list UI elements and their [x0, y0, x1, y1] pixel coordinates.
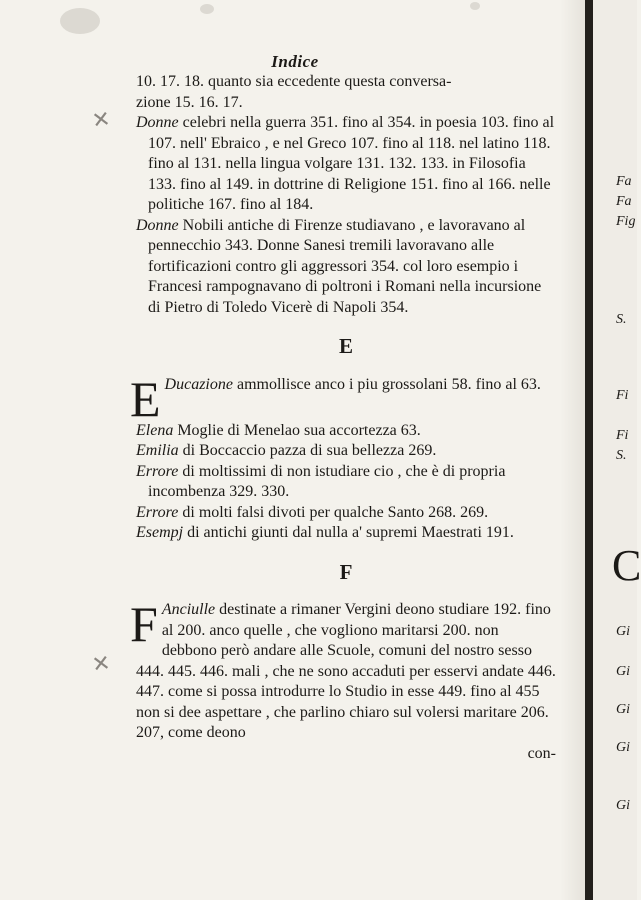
- index-entry: [136, 441, 556, 462]
- entry-text: di antichi giunti dal nulla a' supremi Maestrati 191.: [183, 524, 514, 541]
- entry-head: Errore: [136, 462, 179, 480]
- book-gutter: [585, 0, 593, 900]
- index-entry-dropcap: [130, 596, 556, 744]
- index-entry: [136, 421, 556, 442]
- drop-cap: E: [130, 370, 161, 427]
- entry-text: destinate a rimaner Vergini deono studiare 192. fino al 200. anco quelle , che vogliono maritarsi 200. non debbono però andare alle Scuole, comuni del nostro sesso 444. 445. 446. mali , che ne sono accaduti per esservi andate 446. 447. come si possa introdurre lo Studio in esse 449. fino al 455 non si dee aspettare , che parlino chiaro sul volersi maritare 206. 207, come deono: [136, 601, 556, 741]
- facing-page-fragment: Fi: [616, 388, 629, 403]
- facing-page-edge: [593, 0, 637, 900]
- margin-x-mark: ✕: [90, 106, 113, 135]
- section-letter-f: F: [339, 559, 353, 584]
- paper-stain: [60, 8, 100, 34]
- facing-page-fragment: Fig: [616, 214, 636, 229]
- facing-page-fragment: S.: [616, 448, 627, 463]
- index-entry: [136, 216, 556, 319]
- paper-stain: [200, 4, 214, 14]
- entry-text: Nobili antiche di Firenze studiavano , e lavoravano al pennecchio 343. Donne Sanesi tremili lavoravano alle fortificazioni contro gli aggressori 354. col loro esempio i Francesi rampognavano di poltroni i Romani nella incursione di Pietro di Toledo Vicerè di Napoli 354.: [148, 216, 542, 316]
- page-header: Indice: [271, 52, 319, 71]
- entry-head: Ducazione: [164, 375, 233, 393]
- facing-page-fragment: Gi: [616, 624, 630, 639]
- facing-page-fragment: Gi: [616, 702, 630, 717]
- entry-text: di moltissimi di non istudiare cio , che è di propria incombenza 329. 330.: [148, 462, 506, 500]
- index-text: [130, 72, 556, 764]
- facing-page-fragment: Fa: [616, 194, 632, 209]
- facing-page-fragment: Gi: [616, 798, 630, 813]
- entry-text: celebri nella guerra 351. fino al 354. in poesia 103. fino al 107. nell' Ebraico , e nel Greco 107. fino al 118. nel latino 118. fino al 131. nella lingua volgare 131. 132. 133. in Filosofia 133. fino al 149. in dottrine di Religione 151. fino al 166. nelle politiche 167. fino al 184.: [148, 114, 555, 213]
- facing-page-fragment: Gi: [616, 664, 630, 679]
- facing-page-fragment: Fi: [616, 428, 629, 443]
- drop-cap: F: [130, 596, 158, 652]
- entry-head: Esempj: [136, 524, 184, 541]
- entry-head: Errore: [136, 503, 179, 521]
- continuation-line-1: 10. 17. 18. quanto sia eccedente questa conversa-: [136, 73, 452, 90]
- facing-page-fragment: Fa: [616, 174, 632, 189]
- index-entry: [136, 462, 556, 503]
- continuation-entry: [136, 72, 556, 113]
- index-entry-dropcap: [130, 370, 556, 427]
- entry-text: di molti falsi divoti per qualche Santo 268. 269.: [178, 503, 489, 521]
- catchword: con-: [527, 744, 556, 762]
- index-entry: [136, 503, 556, 524]
- entry-text: di Boccaccio pazza di sua bellezza 269.: [178, 442, 437, 459]
- facing-page-fragment: S.: [616, 312, 627, 327]
- entry-head: Emilia: [136, 442, 179, 459]
- page-curve-shadow: [560, 0, 585, 900]
- section-letter-e: E: [338, 334, 353, 358]
- margin-x-mark: ✕: [90, 650, 113, 679]
- paper-stain: [470, 2, 480, 10]
- entry-head: Donne: [136, 216, 179, 234]
- entry-text: ammollisce anco i piu grossolani 58. fino al 63.: [232, 375, 541, 393]
- entry-head: Elena: [136, 421, 174, 439]
- entry-head: Donne: [136, 114, 179, 131]
- facing-page-fragment: C: [612, 541, 641, 590]
- index-entry: [136, 113, 556, 216]
- index-entry: [136, 523, 556, 544]
- facing-page-fragment: Gi: [616, 740, 630, 755]
- continuation-line-2: zione 15. 16. 17.: [136, 93, 243, 111]
- entry-text: Moglie di Menelao sua accortezza 63.: [173, 421, 421, 439]
- entry-head: Anciulle: [161, 601, 216, 618]
